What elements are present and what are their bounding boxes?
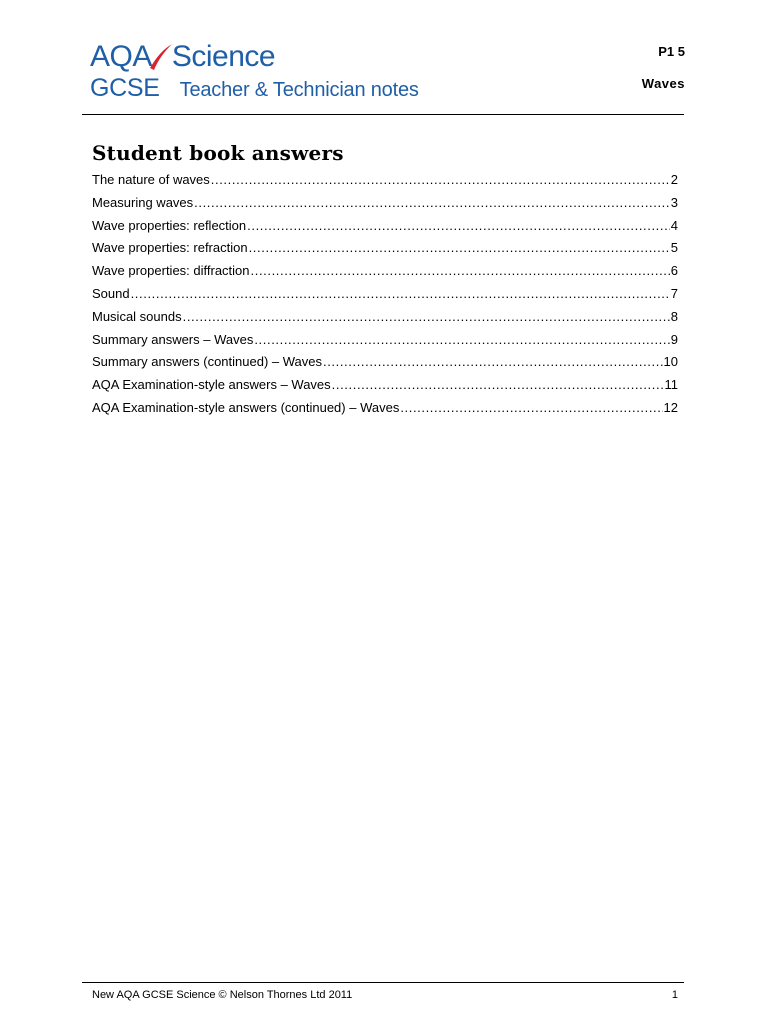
toc-entry-label: Sound (92, 285, 130, 301)
toc-entry-page: 5 (670, 240, 678, 256)
topic-label: Waves (641, 76, 685, 91)
header-divider (82, 114, 684, 115)
toc-entry-label: Summary answers (continued) – Waves (92, 354, 322, 370)
swoosh-icon (148, 42, 174, 72)
toc-entry[interactable] (92, 218, 678, 241)
toc-entry[interactable] (92, 263, 678, 286)
toc-entry-label: Measuring waves (92, 194, 194, 210)
logo-bottom-row (90, 74, 419, 103)
toc-leader-dots (183, 309, 670, 324)
toc-entry-label: AQA Examination-style answers (continued) – Waves (92, 399, 400, 415)
logo-top-row (90, 38, 275, 72)
toc-entry-page: 12 (663, 399, 678, 415)
toc-entry[interactable] (92, 240, 678, 263)
toc-entry[interactable] (92, 286, 678, 309)
aqa-science-logo (90, 38, 430, 102)
logo-level: GCSE (90, 74, 160, 102)
toc-leader-dots (194, 195, 670, 210)
toc-entry-page: 10 (663, 354, 678, 370)
toc-entry-label: Wave properties: reflection (92, 217, 247, 233)
toc-entry[interactable] (92, 400, 678, 423)
toc-entry-page: 9 (670, 331, 678, 347)
toc-leader-dots (249, 240, 670, 255)
unit-code: P1 5 (658, 44, 685, 59)
toc-entry-label: Wave properties: refraction (92, 240, 248, 256)
toc-entry-page: 7 (670, 285, 678, 301)
toc-entry[interactable] (92, 377, 678, 400)
footer-copyright: New AQA GCSE Science © Nelson Thornes Ltd 2011 (92, 989, 353, 1001)
logo-product: Science (171, 40, 276, 73)
toc-entry-label: Musical sounds (92, 308, 182, 324)
toc-leader-dots (251, 263, 670, 278)
toc-entry[interactable] (92, 309, 678, 332)
toc-entry-page: 8 (670, 308, 678, 324)
toc-entry-page: 11 (664, 377, 678, 393)
toc-leader-dots (254, 332, 669, 347)
toc-entry-page: 2 (670, 172, 678, 187)
toc-leader-dots (211, 172, 670, 187)
logo-subtitle: Teacher & Technician notes (179, 79, 419, 101)
toc-entry[interactable] (92, 195, 678, 218)
toc-leader-dots (323, 354, 663, 369)
page-title: Student book answers (92, 141, 344, 165)
toc-leader-dots (332, 377, 664, 392)
footer-divider (82, 982, 684, 983)
toc-entry-page: 6 (670, 263, 678, 279)
table-of-contents (92, 172, 678, 423)
footer-page-number: 1 (671, 989, 678, 1001)
toc-entry-page: 3 (670, 194, 678, 210)
logo-brand: AQA (90, 40, 152, 73)
toc-entry-label: Summary answers – Waves (92, 331, 254, 347)
toc-entry[interactable] (92, 172, 678, 195)
toc-entry[interactable] (92, 354, 678, 377)
toc-entry-page: 4 (670, 217, 678, 233)
toc-entry-label: Wave properties: diffraction (92, 263, 250, 279)
toc-entry-label: The nature of waves (92, 172, 210, 187)
toc-leader-dots (131, 286, 670, 301)
toc-entry-label: AQA Examination-style answers – Waves (92, 377, 331, 393)
toc-entry[interactable] (92, 332, 678, 355)
toc-leader-dots (400, 400, 662, 415)
toc-leader-dots (247, 218, 670, 233)
